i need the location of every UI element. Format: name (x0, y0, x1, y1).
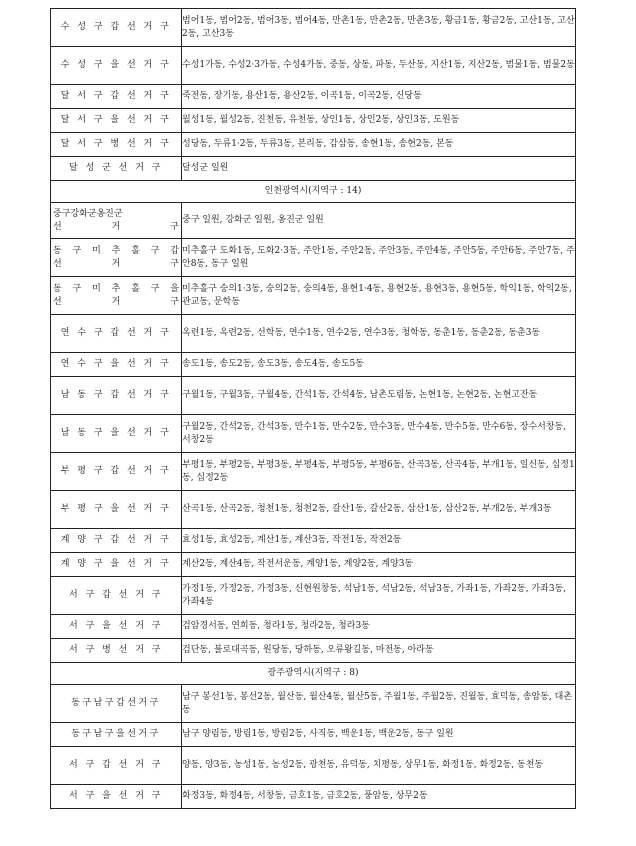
district-areas-cell (182, 239, 576, 277)
district-name-line2: 선 거 구 (53, 296, 179, 307)
district-areas: 검암경서동, 연희동, 청라1동, 청라2동, 청라3동 (182, 621, 370, 631)
section-title: 광주광역시(지역구 : 8) (51, 663, 576, 685)
table-row (51, 353, 576, 377)
district-name-cell (51, 639, 182, 663)
table-row (51, 639, 576, 663)
district-areas-cell (182, 203, 576, 239)
district-name: 서 구 갑 선 거 구 (69, 590, 163, 600)
table-row (51, 133, 576, 157)
district-areas-cell (182, 133, 576, 157)
district-name: 계 양 구 갑 선 거 구 (60, 535, 172, 545)
district-areas-cell (182, 747, 576, 785)
district-name: 달 서 구 을 선 거 구 (60, 115, 172, 125)
district-name-cell (51, 577, 182, 615)
district-name: 달 서 구 병 선 거 구 (60, 139, 172, 149)
district-name-cell (51, 415, 182, 453)
district-name-cell (51, 203, 182, 239)
district-areas-cell (182, 453, 576, 491)
district-name-cell (51, 239, 182, 277)
district-areas-cell (182, 277, 576, 315)
district-name: 수 성 구 갑 선 거 구 (60, 22, 172, 32)
table-row (51, 453, 576, 491)
table-row (51, 109, 576, 133)
district-name-cell (51, 353, 182, 377)
district-table (50, 8, 576, 809)
section-header-row (51, 663, 576, 685)
district-areas: 달성군 일원 (182, 163, 229, 173)
district-name: 서 구 을 선 거 구 (69, 791, 163, 801)
table-row (51, 529, 576, 553)
district-areas: 범어1동, 범어2동, 범어3동, 범어4동, 만촌1동, 만촌2동, 만촌3동, 황금1동, 황금2동, 고산1동, 고산2동, 고산3동 (182, 15, 575, 39)
district-name-cell (51, 747, 182, 785)
district-areas-cell (182, 553, 576, 577)
district-name: 부 평 구 을 선 거 구 (60, 504, 172, 514)
district-areas-cell (182, 353, 576, 377)
district-areas-cell (182, 157, 576, 181)
district-areas: 중구 일원, 강화군 일원, 옹진군 일원 (182, 215, 324, 225)
district-name-cell (51, 9, 182, 47)
district-name-line2: 선 거 구 (53, 258, 179, 269)
district-areas: 미추홀구 숭의1·3동, 숭의2동, 숭의4동, 용현1·4동, 용현2동, 용현3동, 용현5동, 학익1동, 학익2동, 관교동, 문학동 (182, 283, 572, 307)
district-areas-cell (182, 615, 576, 639)
district-name: 연 수 구 을 선 거 구 (60, 359, 172, 369)
district-areas: 효성1동, 효성2동, 계산1동, 계산3동, 작전1동, 작전2동 (182, 535, 402, 545)
table-row (51, 315, 576, 353)
district-name-line1: 동 구 미 추 홀 구 을 (53, 283, 179, 294)
district-areas: 수성1가동, 수성2·3가동, 수성4가동, 중동, 상동, 파동, 두산동, 지산1동, 지산2동, 범물1동, 범물2동 (182, 60, 575, 70)
table-row (51, 9, 576, 47)
district-areas: 미추홀구 도화1동, 도화2·3동, 주안1동, 주안2동, 주안3동, 주안4동, 주안5동, 주안6동, 주안7동, 주안8동, 동구 일원 (182, 245, 575, 269)
district-areas: 남구 양림동, 방림1동, 방림2동, 사직동, 백운1동, 백운2동, 동구 일원 (182, 729, 454, 739)
district-name-cell (51, 133, 182, 157)
district-name-line1: 동 구 미 추 홀 구 갑 (53, 245, 179, 256)
district-name: 서 구 을 선 거 구 (69, 621, 163, 631)
district-areas: 검단동, 불로대곡동, 원당동, 당하동, 오류왕길동, 마전동, 아라동 (182, 645, 434, 655)
district-name-cell (51, 491, 182, 529)
table-row (51, 685, 576, 723)
table-row (51, 203, 576, 239)
table-row (51, 415, 576, 453)
district-areas: 송도1동, 송도2동, 송도3동, 송도4동, 송도5동 (182, 359, 364, 369)
district-areas: 부평1동, 부평2동, 부평3동, 부평4동, 부평5동, 부평6동, 산곡3동, 산곡4동, 부개1동, 일신동, 십정1동, 십정2동 (182, 459, 575, 483)
district-name: 부 평 구 갑 선 거 구 (60, 466, 172, 476)
district-areas: 죽전동, 장기동, 용산1동, 용산2동, 이곡1동, 이곡2동, 신당동 (182, 91, 422, 101)
district-name-cell (51, 157, 182, 181)
district-areas: 남구 봉선1동, 봉선2동, 월산동, 월산4동, 월산5동, 주월1동, 주월2동, 진월동, 효덕동, 송암동, 대촌동 (182, 691, 573, 715)
district-areas-cell (182, 639, 576, 663)
table-row (51, 785, 576, 809)
district-name-cell (51, 785, 182, 809)
district-areas-cell (182, 723, 576, 747)
district-name-cell (51, 453, 182, 491)
district-areas-cell (182, 415, 576, 453)
district-areas-cell (182, 377, 576, 415)
district-name: 수 성 구 을 선 거 구 (60, 60, 172, 70)
table-row (51, 239, 576, 277)
district-areas-cell (182, 9, 576, 47)
table-row (51, 377, 576, 415)
district-name-cell (51, 723, 182, 747)
table-row (51, 47, 576, 85)
district-areas: 성당동, 두류1·2동, 두류3동, 본리동, 감삼동, 송현1동, 송현2동, 본동 (182, 139, 454, 149)
section-header-row (51, 181, 576, 203)
district-areas-cell (182, 47, 576, 85)
district-areas: 화정3동, 화정4동, 서창동, 금호1동, 금호2동, 풍암동, 상무2동 (182, 791, 428, 801)
district-name-cell (51, 685, 182, 723)
district-name: 서 구 병 선 거 구 (69, 645, 163, 655)
district-name: 서 구 갑 선 거 구 (69, 760, 163, 770)
district-areas: 양동, 양3동, 농성1동, 농성2동, 광천동, 유덕동, 치평동, 상무1동, 화정1동, 화정2동, 동천동 (182, 760, 544, 770)
district-name-cell (51, 315, 182, 353)
district-areas-cell (182, 85, 576, 109)
table-body (51, 9, 576, 809)
district-name-cell (51, 615, 182, 639)
district-name-line1: 중구강화군옹진군 (53, 208, 123, 219)
district-name-cell (51, 47, 182, 85)
district-areas-cell (182, 785, 576, 809)
table-row (51, 553, 576, 577)
district-areas-cell (182, 685, 576, 723)
table-row (51, 157, 576, 181)
district-name: 남 동 구 갑 선 거 구 (60, 390, 172, 400)
table-row (51, 747, 576, 785)
district-name: 달 성 군 선 거 구 (69, 163, 163, 173)
district-areas: 옥련1동, 옥련2동, 선학동, 연수1동, 연수2동, 연수3동, 청학동, 동춘1동, 동춘2동, 동춘3동 (182, 328, 541, 338)
district-name: 동구남구을선거구 (71, 729, 161, 739)
district-areas-cell (182, 491, 576, 529)
district-areas-cell (182, 109, 576, 133)
district-name-line2: 선 거 구 (53, 221, 179, 232)
district-name-cell (51, 85, 182, 109)
district-areas: 월성1동, 월성2동, 진천동, 유천동, 상인1동, 상인2동, 상인3동, 도원동 (182, 115, 460, 125)
table-row (51, 723, 576, 747)
table-row (51, 85, 576, 109)
district-name: 동구남구갑선거구 (71, 698, 161, 708)
district-name-cell (51, 109, 182, 133)
district-areas-cell (182, 529, 576, 553)
district-areas: 구월2동, 간석2동, 간석3동, 만수1동, 만수2동, 만수3동, 만수4동, 만수5동, 만수6동, 장수서창동, 서창2동 (182, 421, 567, 445)
district-areas: 산곡1동, 산곡2동, 청천1동, 청천2동, 갈산1동, 갈산2동, 삼산1동, 삼산2동, 부개2동, 부개3동 (182, 504, 552, 514)
district-name-cell (51, 529, 182, 553)
section-title: 인천광역시(지역구 : 14) (51, 181, 576, 203)
district-areas: 가정1동, 가정2동, 가정3동, 신현원창동, 석남1동, 석남2동, 석남3동, 가좌1동, 가좌2동, 가좌3동, 가좌4동 (182, 583, 567, 607)
district-areas: 구월1동, 구월3동, 구월4동, 간석1동, 간석4동, 남촌도림동, 논현1동, 논현2동, 논현고잔동 (182, 390, 538, 400)
table-row (51, 577, 576, 615)
table-row (51, 491, 576, 529)
district-areas: 계산2동, 계산4동, 작전서운동, 계양1동, 계양2동, 계양3동 (182, 559, 414, 569)
district-name-cell (51, 377, 182, 415)
district-areas-cell (182, 577, 576, 615)
district-name: 달 서 구 갑 선 거 구 (60, 91, 172, 101)
table-row (51, 277, 576, 315)
district-name-cell (51, 277, 182, 315)
district-name: 연 수 구 갑 선 거 구 (60, 328, 172, 338)
table-row (51, 615, 576, 639)
district-name-cell (51, 553, 182, 577)
district-areas-cell (182, 315, 576, 353)
district-name: 계 양 구 을 선 거 구 (60, 559, 172, 569)
district-name: 남 동 구 을 선 거 구 (60, 428, 172, 438)
